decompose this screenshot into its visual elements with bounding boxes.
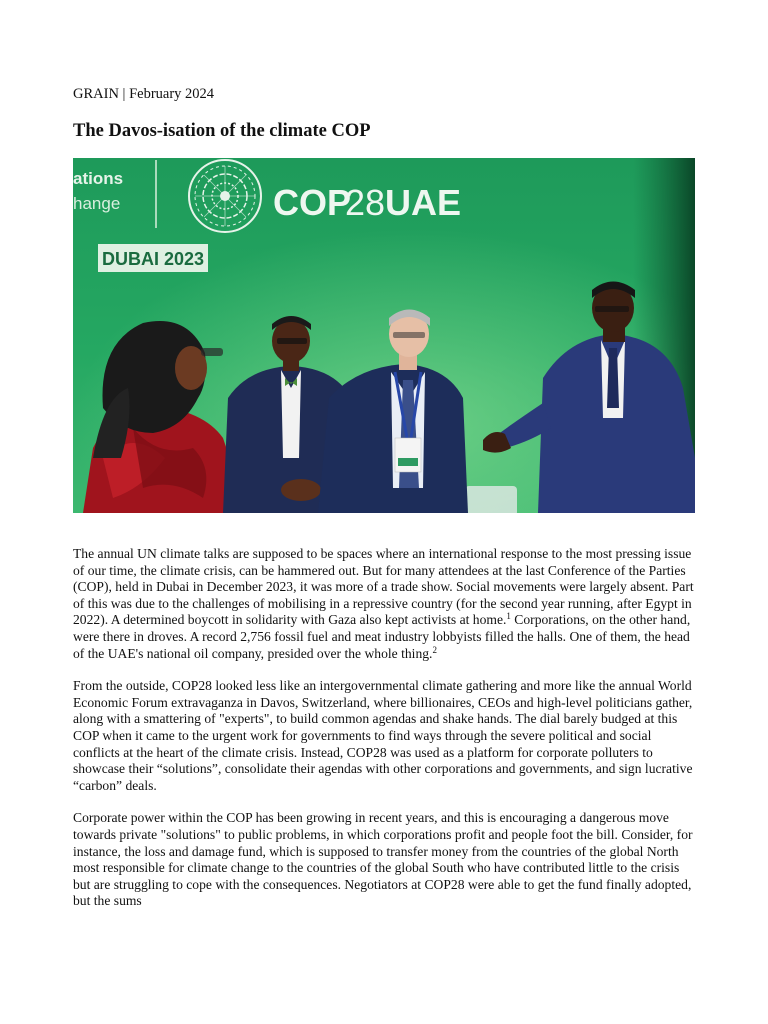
backdrop-partial-text-2: hange xyxy=(73,194,121,213)
cop28-globe-emblem xyxy=(189,160,261,232)
footnote-marker-1[interactable]: 1 xyxy=(506,611,511,622)
backdrop-partial-text-1: ations xyxy=(73,169,124,188)
article-title: The Davos-isation of the climate COP xyxy=(73,121,371,141)
publisher-date-line: GRAIN | February 2024 xyxy=(73,86,215,102)
clasped-hands xyxy=(281,479,321,501)
cop-word: COP xyxy=(273,182,352,223)
footnote-marker-2[interactable]: 2 xyxy=(432,644,437,655)
cop-number: 28 xyxy=(345,182,386,223)
dubai-2023-badge xyxy=(98,244,208,272)
uae-word: UAE xyxy=(385,182,462,223)
cop28-handshake-photo xyxy=(73,158,695,513)
cop28-uae-logo xyxy=(273,182,461,223)
article-paragraph-2: From the outside, COP28 looked less like an intergovernmental climate gathering and more like the annual World Economic Forum extravaganza in Davos, Switzerland, where billionaires, CEOs and high-level politicians gather, along with a smattering of "experts", to build common agendas and shake hands. The dial barely budged at this COP when it came to the urgent work for governments to find ways through the severe political and social conflicts at the heart of the climate crisis. Instead, COP28 was used as a platform for corporate polluters to showcase their “solutions”, consolidate their agendas with other corporations and governments, and sign lucrative “carbon” deals. xyxy=(73,678,693,793)
dubai-2023-text: DUBAI 2023 xyxy=(101,249,205,269)
paragraph-1-part-b: Corporations, on the other hand, were there in droves. A record 2,756 fossil fuel and meat industry lobbyists filled the halls. One of them, the head of the UAE's national oil company, presided over the whole thing. xyxy=(73,612,691,661)
article-paragraph-3: Corporate power within the COP has been growing in recent years, and this is encouraging a dangerous move towards private "solutions" to public problems, in which corporations profit and people foot the bill. Consider, for instance, the loss and damage fund, which is supposed to transfer money from the countries of the global North most responsible for climate change to the countries of the global South who have contributed little to the crisis but are struggling to cope with the consequences. Negotiators at COP28 were able to get the fund finally adopted, but the sums xyxy=(73,810,693,909)
paragraph-1-part-a: The annual UN climate talks are supposed to be spaces where an international response to the most pressing issue of our time, the climate crisis, can be hammered out. But for many attendees at the last Conference of the Parties (COP), held in Dubai in December 2023, it was more of a trade show. Social movements were largely absent. Part of this was due to the challenges of mobilising in a repressive country (for the second year running, after Egypt in 2022). A determined boycott in solidarity with Gaza also kept activists at home. xyxy=(73,546,694,628)
article-body xyxy=(73,546,695,926)
article-photo xyxy=(73,158,695,513)
article-paragraph-1 xyxy=(73,546,695,662)
